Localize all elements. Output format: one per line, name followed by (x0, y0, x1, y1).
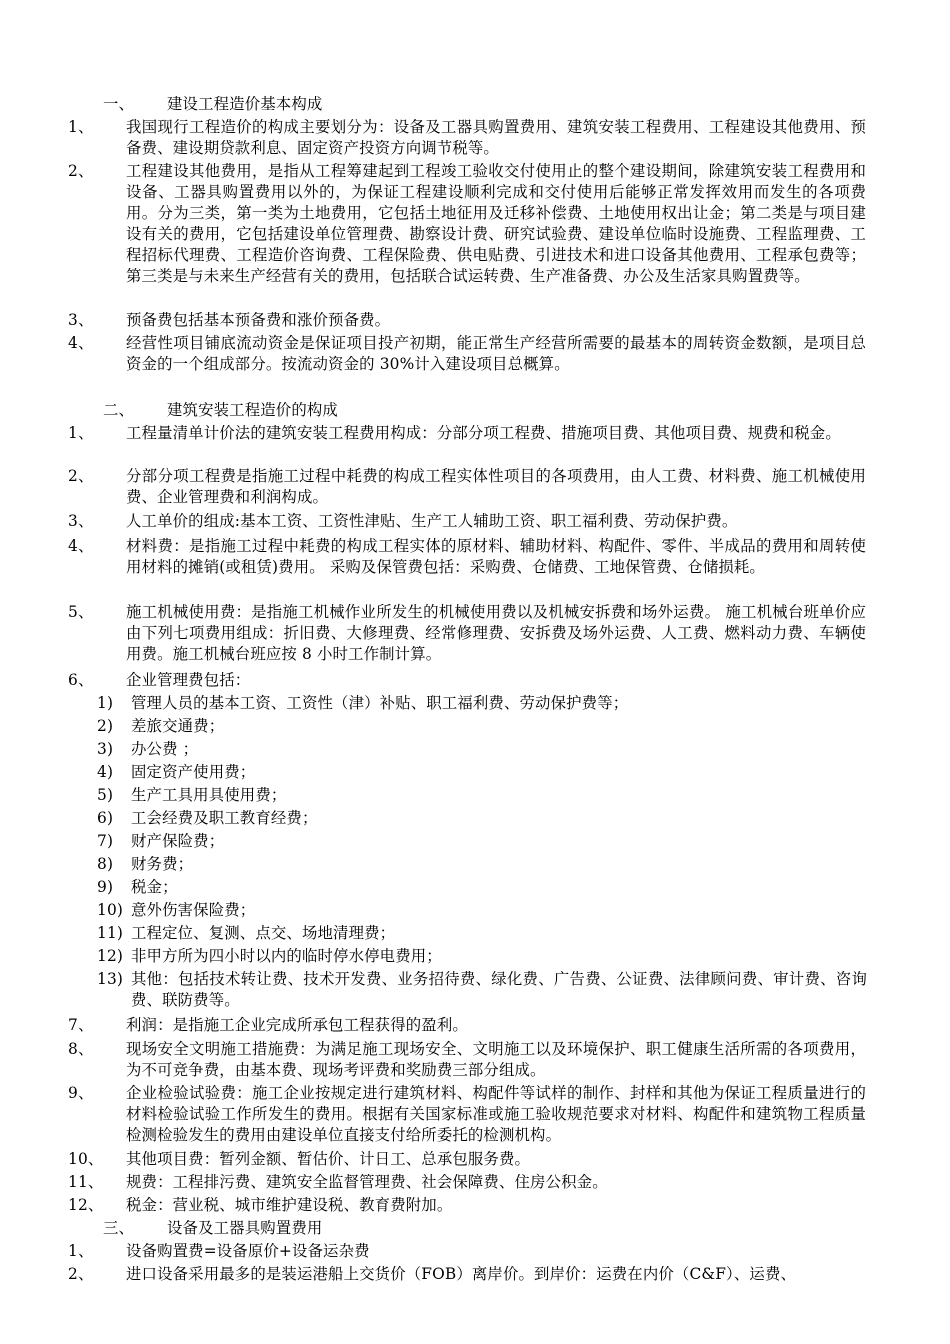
sub-item-text: 管理人员的基本工资、工资性（津）补贴、职工福利费、劳动保护费等； (131, 694, 629, 712)
sub-item-text: 工程定位、复测、点交、场地清理费； (131, 924, 396, 942)
item-text: 人工单价的组成:基本工资、工资性津贴、生产工人辅助工资、职工福利费、劳动保护费。 (126, 512, 738, 530)
item-number: 3、 (68, 512, 94, 530)
item-number: 9、 (68, 1084, 94, 1102)
sub-item-text: 生产工具用具使用费； (131, 786, 287, 804)
item-text: 规费：工程排污费、建筑安全监督管理费、社会保障费、住房公积金。 (126, 1173, 608, 1191)
sub-item-text: 工会经费及职工教育经费； (131, 809, 318, 827)
item-number: 2、 (68, 162, 94, 180)
sub-item-number: 10) (97, 901, 124, 919)
item-number: 2、 (68, 1265, 94, 1283)
sub-item-number: 13) (97, 970, 124, 988)
section-title: 设备及工器具购置费用 (167, 1219, 323, 1237)
item-text: 企业管理费包括： (126, 671, 251, 689)
sub-item-number: 7) (97, 832, 114, 850)
item-number: 4、 (68, 334, 94, 352)
sub-item-text: 税金； (131, 878, 178, 896)
item-number: 5、 (68, 603, 94, 621)
section-number: 三、 (103, 1219, 135, 1237)
item-text: 工程量清单计价法的建筑安装工程费用构成：分部分项工程费、措施项目费、其他项目费、规费和税金。 (126, 424, 841, 442)
item-text: 经营性项目铺底流动资金是保证项目投产初期，能正常生产经营所需要的最基本的周转资金数额，是项目总资金的一个组成部分。按流动资金的 30%计入建设项目总概算。 (126, 334, 866, 373)
item-number: 1、 (68, 118, 94, 136)
item-text: 工程建设其他费用，是指从工程筹建起到工程竣工验收交付使用止的整个建设期间，除建筑安装工程费用和设备、工器具购置费用以外的，为保证工程建设顺利完成和交付使用后能够正常发挥效用而发生的各项费用。分为三类，第一类为土地费用，它包括土地征用及迁移补偿费、土地使用权出让金；第二类是与项目建设有关的费用，它包括建设单位管理费、勘察设计费、研究试验费、建设单位临时设施费、工程监理费、工程招标代理费、工程造价咨询费、工程保险费、供电贴费、引进技术和进口设备其他费用、工程承包费等；第三类是与未来生产经营有关的费用，包括联合试运转费、生产准备费、办公及生活家具购置费等。 (126, 162, 866, 285)
item-text: 利润：是指施工企业完成所承包工程获得的盈利。 (126, 1016, 468, 1034)
sub-item-text: 非甲方所为四小时以内的临时停水停电费用； (131, 947, 442, 965)
section-title: 建筑安装工程造价的构成 (167, 401, 338, 419)
sub-item-number: 5) (97, 786, 114, 804)
item-text: 施工机械使用费：是指施工机械作业所发生的机械使用费以及机械安拆费和场外运费。 施工机械台班单价应由下列七项费用组成：折旧费、大修理费、经常修理费、安拆费及场外运费、人工费、燃料动力费、车辆使用费。施工机械台班应按 8 小时工作制计算。 (126, 603, 866, 663)
section-number: 二、 (103, 401, 135, 419)
item-number: 2、 (68, 467, 94, 485)
sub-item-number: 1) (97, 694, 114, 712)
item-number: 3、 (68, 311, 94, 329)
item-text: 税金：营业税、城市维护建设税、教育费附加。 (126, 1196, 453, 1214)
item-number: 1、 (68, 424, 94, 442)
sub-item-number: 9) (97, 878, 114, 896)
section-title: 建设工程造价基本构成 (167, 95, 323, 113)
sub-item-text: 意外伤害保险费； (131, 901, 256, 919)
section-number: 一、 (103, 95, 135, 113)
item-number: 4、 (68, 537, 94, 555)
sub-item-text: 固定资产使用费； (131, 763, 256, 781)
item-text: 分部分项工程费是指施工过程中耗费的构成工程实体性项目的各项费用，由人工费、材料费、施工机械使用费、企业管理费和利润构成。 (126, 467, 866, 506)
item-text: 其他项目费：暂列金额、暂估价、计日工、总承包服务费。 (126, 1150, 531, 1168)
sub-item-number: 12) (97, 947, 124, 965)
sub-item-number: 11) (97, 924, 124, 942)
item-text: 进口设备采用最多的是装运港船上交货价（FOB）离岸价。到岸价：运费在内价（C&F）、运费、 (126, 1265, 797, 1283)
item-number: 7、 (68, 1016, 94, 1034)
sub-item-text: 办公费 ； (131, 740, 199, 758)
item-text: 现场安全文明施工措施费：为满足施工现场安全、文明施工以及环境保护、职工健康生活所需的各项费用，为不可竞争费，由基本费、现场考评费和奖励费三部分组成。 (126, 1040, 866, 1079)
item-number: 6、 (68, 671, 94, 689)
item-number: 10、 (68, 1150, 104, 1168)
item-number: 1、 (68, 1242, 94, 1260)
sub-item-number: 3) (97, 740, 114, 758)
item-text: 我国现行工程造价的构成主要划分为：设备及工器具购置费用、建筑安装工程费用、工程建设其他费用、预备费、建设期贷款利息、固定资产投资方向调节税等。 (126, 118, 866, 157)
item-text: 设备购置费=设备原价+设备运杂费 (126, 1242, 370, 1260)
sub-item-number: 6) (97, 809, 114, 827)
sub-item-number: 8) (97, 855, 114, 873)
section-heading (103, 1218, 322, 1239)
item-text: 企业检验试验费：施工企业按规定进行建筑材料、构配件等试样的制作、封样和其他为保证工程质量进行的材料检验试验工作所发生的费用。根据有关国家标准或施工验收规范要求对材料、构配件和建筑物工程质量检测检验发生的费用由建设单位直接支付给所委托的检测机构。 (126, 1084, 866, 1144)
item-number: 12、 (68, 1196, 104, 1214)
section-heading (103, 400, 338, 421)
section-heading (103, 94, 322, 115)
item-text: 预备费包括基本预备费和涨价预备费。 (126, 311, 391, 329)
sub-item-number: 4) (97, 763, 114, 781)
item-number: 8、 (68, 1040, 94, 1058)
item-number: 11、 (68, 1173, 104, 1191)
sub-item-number: 2) (97, 717, 114, 735)
sub-item-text: 财产保险费； (131, 832, 225, 850)
item-text: 材料费：是指施工过程中耗费的构成工程实体的原材料、辅助材料、构配件、零件、半成品的费用和周转使用材料的摊销(或租赁)费用。 采购及保管费包括：采购费、仓储费、工地保管费、仓储损耗。 (126, 537, 866, 576)
sub-item-text: 其他：包括技术转让费、技术开发费、业务招待费、绿化费、广告费、公证费、法律顾问费、审计费、咨询费、联防费等。 (131, 970, 867, 1009)
sub-item-text: 差旅交通费； (131, 717, 225, 735)
sub-item-text: 财务费； (131, 855, 194, 873)
